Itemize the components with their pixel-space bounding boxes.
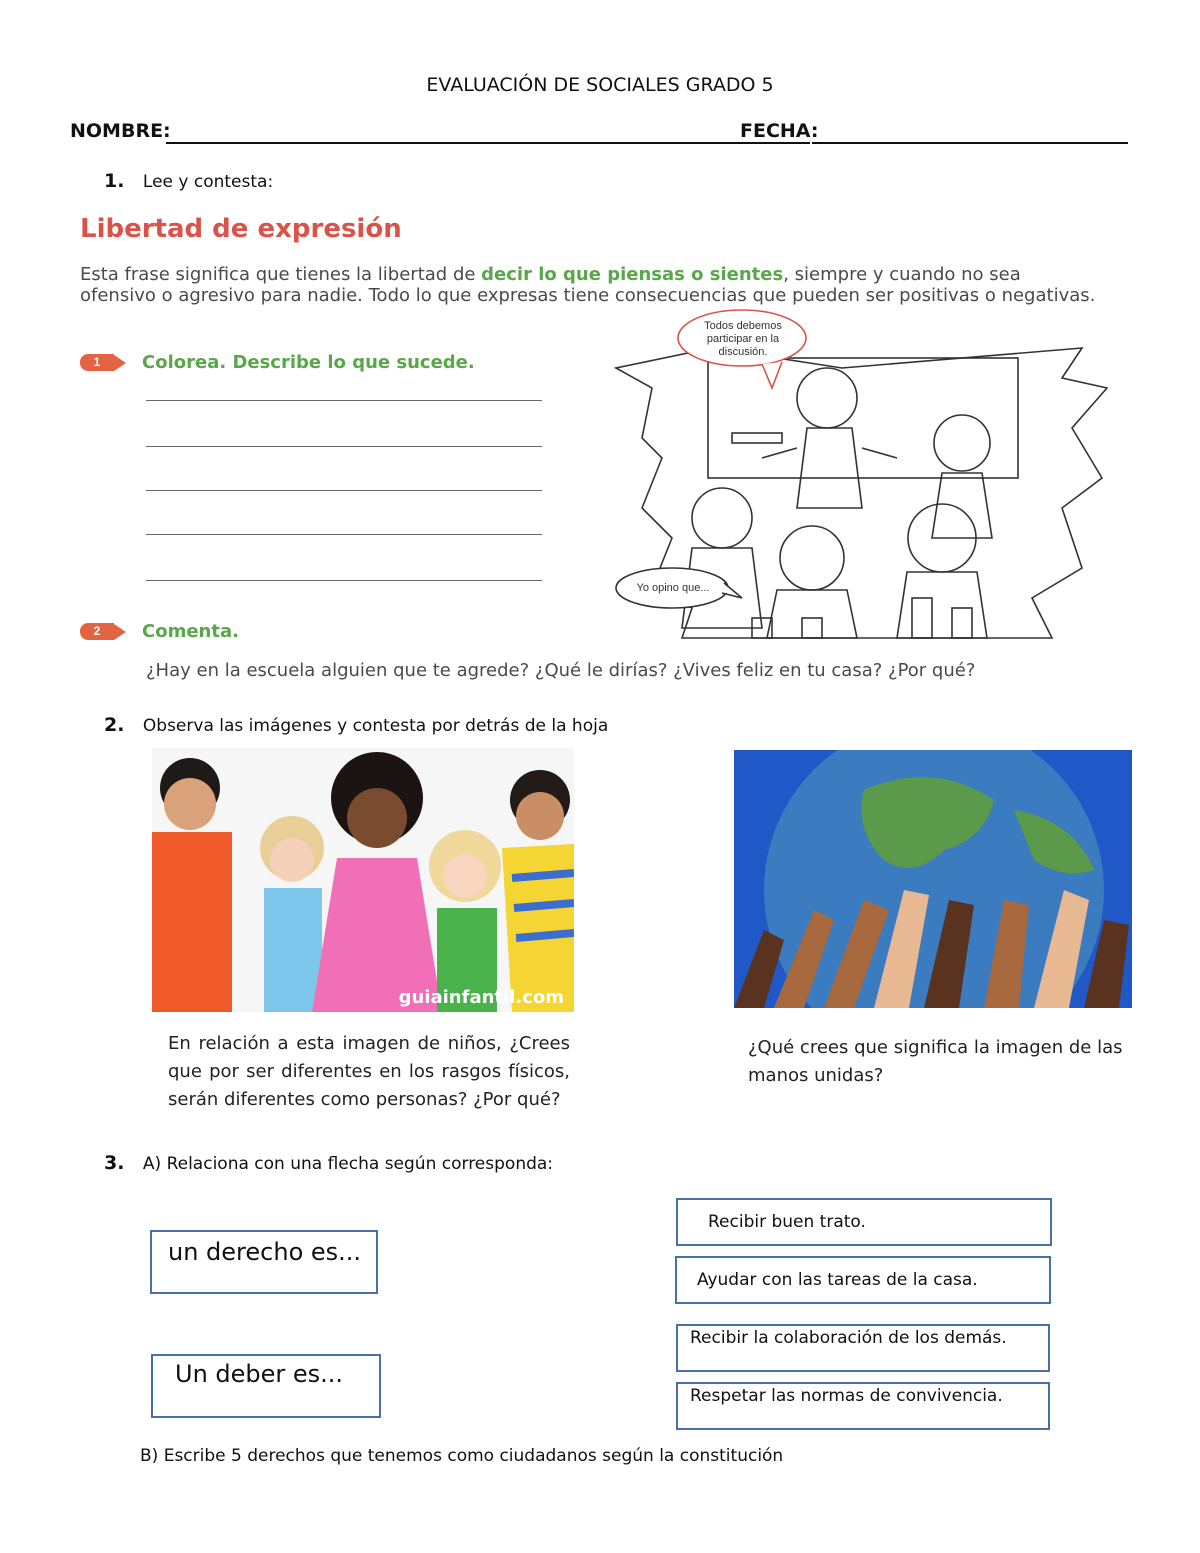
- writing-line[interactable]: [146, 400, 542, 401]
- question-instruction: Lee y contesta:: [142, 172, 274, 192]
- paragraph-end: , siempre y cuando no sea ofensivo o agresivo para nadie. Todo lo que expresas tiene consecuencias que pueden ser positivas o negativas.: [80, 264, 1096, 306]
- page-title: EVALUACIÓN DE SOCIALES GRADO 5: [426, 74, 774, 96]
- right-box-2[interactable]: [675, 1256, 1051, 1304]
- step-1-header: [80, 352, 475, 373]
- step-2-label: Comenta.: [142, 621, 239, 642]
- book-section-title: Libertad de expresión: [80, 214, 402, 244]
- left-box-label: un derecho es...: [168, 1238, 362, 1266]
- right-box-label: Recibir la colaboración de los demás.: [690, 1328, 1007, 1348]
- globe-hands-photo: [734, 750, 1132, 1008]
- right-box-1[interactable]: [676, 1198, 1052, 1246]
- writing-line[interactable]: [146, 490, 542, 491]
- paragraph-highlight: decir lo que piensas o sientes: [481, 264, 784, 285]
- speech-bubble-bottom: Yo opino que...: [636, 582, 710, 594]
- fecha-field[interactable]: [812, 120, 1128, 144]
- writing-line[interactable]: [146, 446, 542, 447]
- classroom-illustration: [612, 308, 1112, 644]
- name-date-row: [70, 120, 1130, 148]
- left-box-label: Un deber es...: [175, 1360, 344, 1388]
- question-3: [104, 1152, 553, 1174]
- caption-hands: ¿Qué crees que significa la imagen de las manos unidas?: [748, 1037, 1123, 1086]
- fecha-label: FECHA:: [740, 120, 819, 142]
- question-number: 1.: [104, 170, 125, 192]
- photo-watermark: guiainfantil.com: [398, 987, 564, 1008]
- speech-bubble-top: Todos debemos participar en la discusión.: [704, 320, 782, 358]
- question-number: 3.: [104, 1152, 125, 1174]
- right-box-label: Recibir buen trato.: [708, 1212, 866, 1232]
- question-1: [104, 170, 273, 192]
- nombre-field[interactable]: [166, 120, 810, 144]
- step-2-badge: 2: [80, 623, 114, 640]
- part-b-instruction: B) Escribe 5 derechos que tenemos como ciudadanos según la constitución: [140, 1446, 784, 1466]
- children-illustration: [152, 748, 574, 1012]
- question-2: [104, 714, 608, 736]
- nombre-label: NOMBRE:: [70, 120, 171, 142]
- step-arrow-icon: [114, 355, 126, 371]
- comment-question: ¿Hay en la escuela alguien que te agrede? ¿Qué le dirías? ¿Vives feliz en tu casa? ¿Por qué?: [146, 660, 976, 681]
- question-number: 2.: [104, 714, 125, 736]
- book-paragraph: [80, 264, 1100, 306]
- writing-line[interactable]: [146, 534, 542, 535]
- step-1-label: Colorea. Describe lo que sucede.: [142, 352, 475, 373]
- right-box-3[interactable]: [676, 1324, 1050, 1372]
- left-box-deber[interactable]: [151, 1354, 381, 1418]
- paragraph-start: Esta frase significa que tienes la libertad de: [80, 264, 482, 285]
- left-box-derecho[interactable]: [150, 1230, 378, 1294]
- step-1-badge: 1: [80, 354, 114, 371]
- globe-hands-illustration: [734, 750, 1132, 1008]
- children-photo: [152, 748, 574, 1012]
- right-box-4[interactable]: [676, 1382, 1050, 1430]
- question-instruction: Observa las imágenes y contesta por detrás de la hoja: [142, 716, 609, 736]
- step-arrow-icon: [114, 624, 126, 640]
- right-box-label: Respetar las normas de convivencia.: [690, 1386, 1003, 1406]
- question-instruction: A) Relaciona con una flecha según corresponda:: [142, 1154, 554, 1174]
- right-box-label: Ayudar con las tareas de la casa.: [697, 1270, 978, 1290]
- writing-line[interactable]: [146, 580, 542, 581]
- caption-children: En relación a esta imagen de niños, ¿Crees que por ser diferentes en los rasgos físicos, serán diferentes como personas? ¿Por qué?: [168, 1033, 570, 1110]
- step-2-header: [80, 621, 239, 642]
